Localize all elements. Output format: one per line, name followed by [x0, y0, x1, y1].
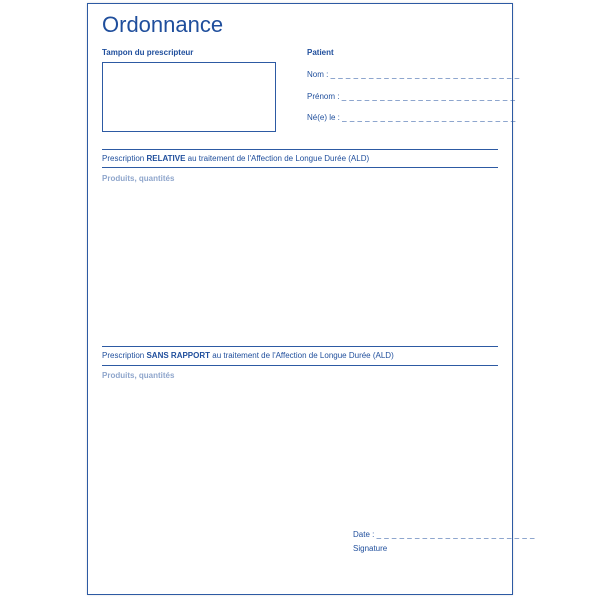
patient-name-blank[interactable]: _ _ _ _ _ _ _ _ _ _ _ _ _ _ _ _ _ _ _ _ _ _ _ _ _ — [330, 70, 520, 79]
patient-firstname-field[interactable] — [307, 92, 515, 101]
section-sans-rapport-top-rule — [102, 346, 498, 347]
section-sans-rapport-prefix: Prescription — [102, 351, 147, 360]
prescriber-stamp-box[interactable] — [102, 62, 276, 132]
section-relative-bottom-rule — [102, 167, 498, 168]
patient-birthdate-blank[interactable]: _ _ _ _ _ _ _ _ _ _ _ _ _ _ _ _ _ _ _ _ _ _ _ — [342, 113, 516, 122]
section-sans-rapport-suffix: au traitement de l'Affection de Longue Durée (ALD) — [210, 351, 394, 360]
patient-firstname-blank[interactable]: _ _ _ _ _ _ _ _ _ _ _ _ _ _ _ _ _ _ _ _ _ _ _ — [341, 92, 516, 101]
section-relative-products-area[interactable] — [102, 186, 498, 341]
date-label: Date : — [353, 530, 375, 539]
section-relative-suffix: au traitement de l'Affection de Longue Durée (ALD) — [185, 154, 370, 163]
patient-birthdate-label: Né(e) le : — [307, 113, 340, 122]
patient-firstname-label: Prénom : — [307, 92, 340, 101]
section-relative-top-rule — [102, 149, 498, 150]
section-relative-emphasis: RELATIVE — [146, 154, 186, 163]
section-sans-rapport-products-area[interactable] — [102, 384, 498, 524]
section-relative-heading — [102, 154, 369, 163]
section-relative-products-label: Produits, quantités — [102, 174, 175, 183]
signature-label: Signature — [353, 544, 388, 553]
date-blank[interactable]: _ _ _ _ _ _ _ _ _ _ _ _ _ _ _ _ _ _ _ _ _ — [376, 530, 535, 539]
section-relative-prefix: Prescription — [102, 154, 147, 163]
signature-area[interactable] — [353, 556, 498, 588]
document-title: Ordonnance — [102, 12, 224, 37]
section-sans-rapport-heading — [102, 351, 394, 360]
patient-name-label: Nom : — [307, 70, 329, 79]
patient-heading: Patient — [307, 48, 334, 57]
prescriber-stamp-label: Tampon du prescripteur — [102, 48, 194, 57]
section-sans-rapport-bottom-rule — [102, 365, 498, 366]
prescription-sheet — [87, 3, 535, 595]
patient-name-field[interactable] — [307, 70, 520, 79]
section-sans-rapport-products-label: Produits, quantités — [102, 371, 175, 380]
date-field[interactable] — [353, 530, 535, 539]
patient-birthdate-field[interactable] — [307, 113, 516, 122]
section-sans-rapport-emphasis: SANS RAPPORT — [146, 351, 211, 360]
